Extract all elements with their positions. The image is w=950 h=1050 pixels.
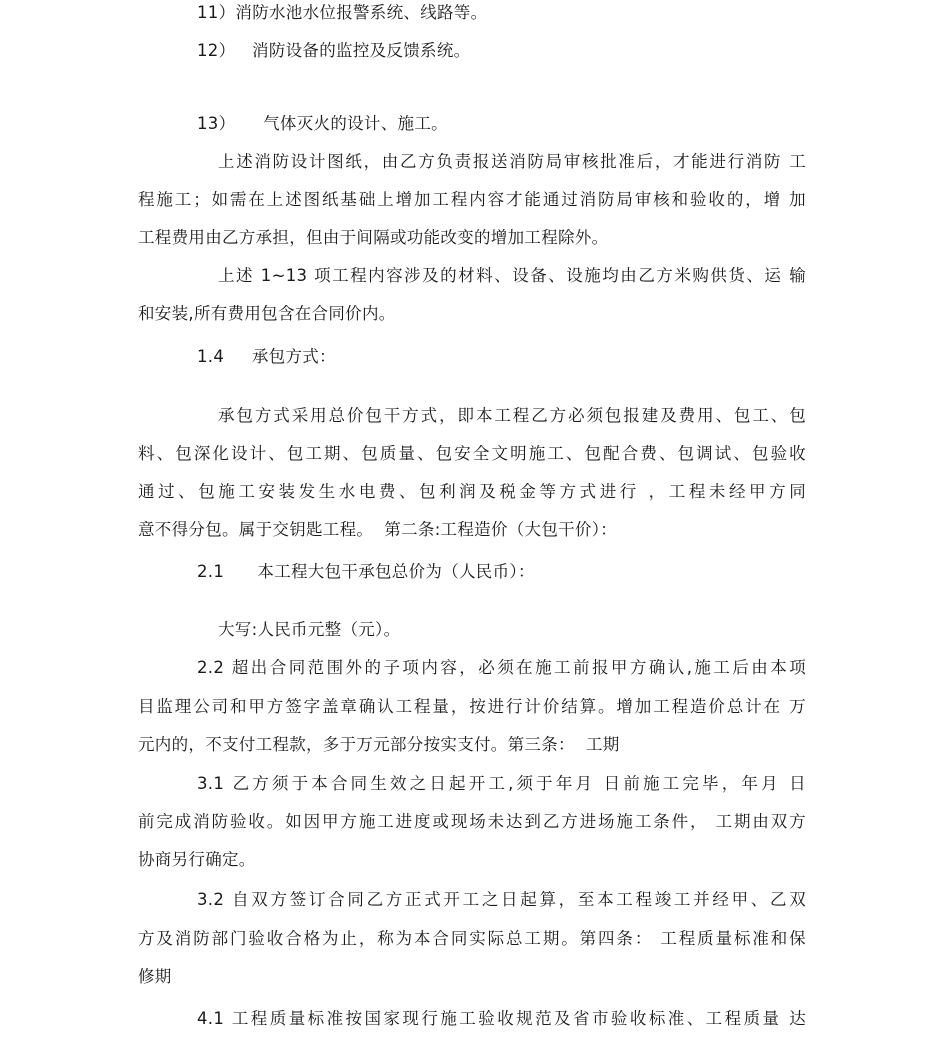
- list-item-11: 11）消防水池水位报警系统、线路等。: [197, 3, 488, 22]
- paragraph-line: 元内的，不支付工程款，多于万元部分按实支付。第三条： 工期: [138, 735, 620, 754]
- paragraph-line: 上述消防设计图纸，由乙方负责报送消防局审核批准后，才能进行消防 工: [218, 152, 806, 171]
- paragraph-line: 目监理公司和甲方签字盖章确认工程量，按进行计价结算。增加工程造价总计在 万: [138, 697, 806, 716]
- paragraph-line: 前完成消防验收。如因甲方施工进度或现场未达到乙方进场施工条件， 工期由双方: [138, 812, 806, 831]
- paragraph-line: 修期: [138, 967, 172, 986]
- paragraph-line: 承包方式采用总价包干方式，即本工程乙方必须包报建及费用、包工、包: [218, 406, 806, 425]
- paragraph-line: 通过、包施工安装发生水电费、包利润及税金等方式进行 ，工程未经甲方同: [138, 482, 806, 501]
- section-heading-4-1: 4.1 工程质量标准按国家现行施工验收规范及省市验收标准、工程质量 达: [197, 1009, 806, 1028]
- paragraph-line: 和安装,所有费用包含在合同价内。: [138, 304, 396, 323]
- paragraph-line: 工程费用由乙方承担，但由于间隔或功能改变的增加工程除外。: [138, 228, 609, 247]
- paragraph-line: 意不得分包。属于交钥匙工程。 第二条:工程造价（大包干价）：: [138, 520, 618, 539]
- paragraph-line: 大写:人民币元整（元）。: [218, 620, 401, 639]
- paragraph-line: 程施工；如需在上述图纸基础上增加工程内容才能通过消防局审核和验收的，增 加: [138, 190, 806, 209]
- section-heading-1-4: 1.4 承包方式：: [197, 347, 336, 366]
- paragraph-line: 料、包深化设计、包工期、包质量、包安全文明施工、包配合费、包调试、包验收: [138, 444, 806, 463]
- paragraph-line: 方及消防部门验收合格为止，称为本合同实际总工期。第四条： 工程质量标准和保: [138, 929, 806, 948]
- paragraph-line: 上述 1~13 项工程内容涉及的材料、设备、设施均由乙方米购供货、运 输: [218, 266, 806, 285]
- list-item-13: 13） 气体灭火的设计、施工。: [197, 114, 448, 133]
- section-heading-3-2: 3.2 自双方签订合同乙方正式开工之日起算，至本工程竣工并经甲、乙双: [197, 890, 806, 909]
- section-heading-2-2: 2.2 超出合同范围外的子项内容，必须在施工前报甲方确认,施工后由本项: [197, 658, 806, 677]
- paragraph-line: 协商另行确定。: [138, 850, 256, 869]
- section-heading-2-1: 2.1 本工程大包干承包总价为（人民币）：: [197, 562, 535, 581]
- section-heading-3-1: 3.1 乙方须于本合同生效之日起开工,须于年月 日前施工完毕，年月 日: [197, 774, 806, 793]
- list-item-12: 12） 消防设备的监控及反馈系统。: [197, 41, 471, 60]
